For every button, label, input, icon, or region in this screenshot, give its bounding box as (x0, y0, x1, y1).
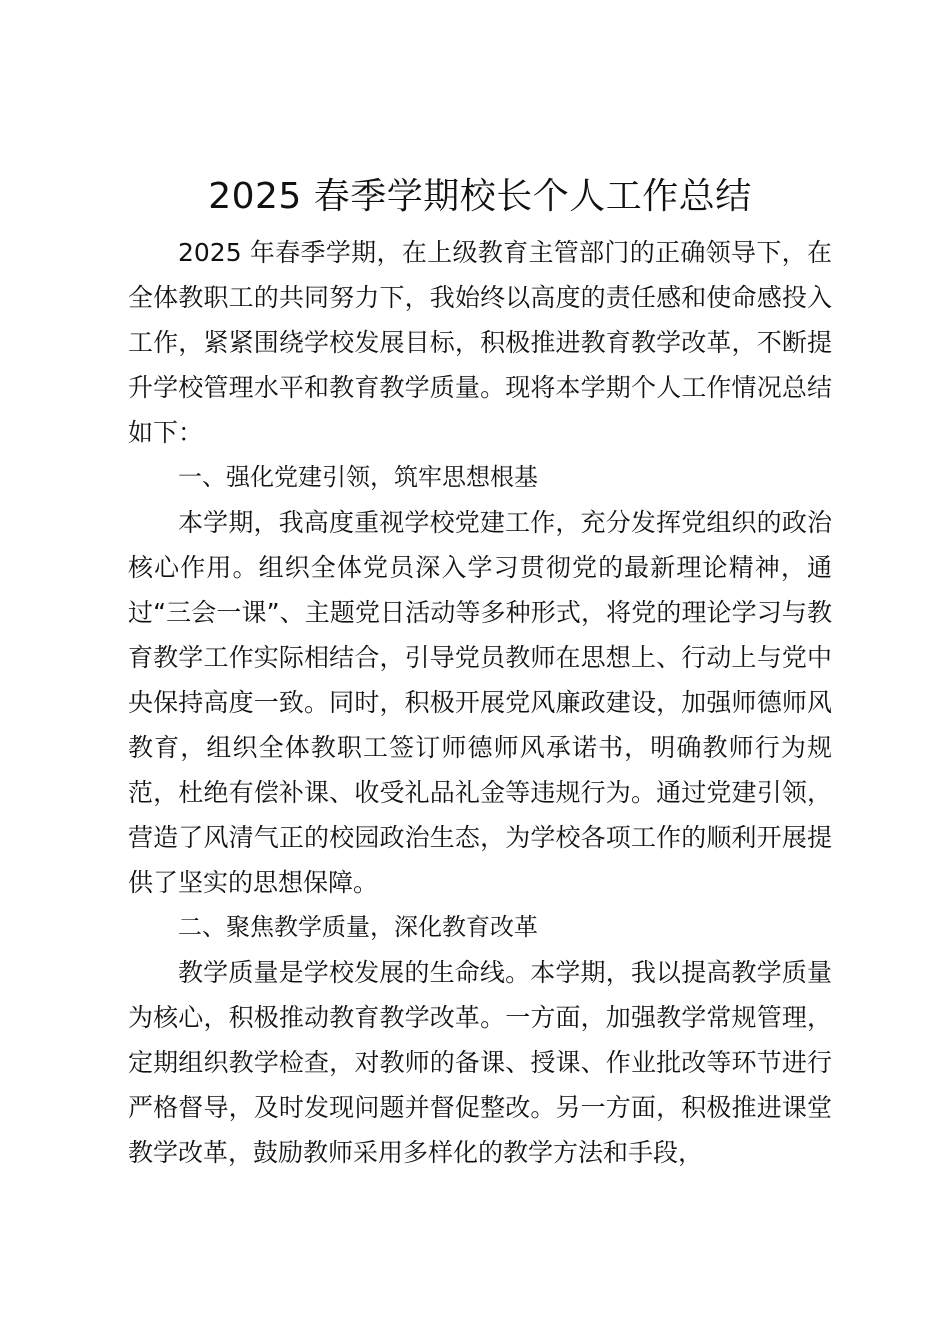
section-heading: 一、强化党建引领，筑牢思想根基 (178, 463, 538, 491)
document-title: 2025 春季学期校长个人工作总结 (208, 176, 752, 217)
section-paragraph: 本学期，我高度重视学校党建工作，充分发挥党组织的政治核心作用。组织全体党员深入学习贯彻党的最新理论精神，通过“三会一课”、主题党日活动等多种形式，将党的理论学习与教育教学工作实际相结合，引导党员教师在思想上、行动上与党中央保持高度一致。同时，积极开展党风廉政建设，加强师德师风教育，组织全体教职工签订师德师风承诺书，明确教师行为规范，杜绝有偿补课、收受礼品礼金等违规行为。通过党建引领，营造了风清气正的校园政治生态，为学校各项工作的顺利开展提供了坚实的思想保障。 (128, 508, 832, 897)
section-1 (128, 455, 832, 905)
intro-paragraph: 2025 年春季学期，在上级教育主管部门的正确领导下，在全体教职工的共同努力下，我始终以高度的责任感和使命感投入工作，紧紧围绕学校发展目标，积极推进教育教学改革，不断提升学校管理水平和教育教学质量。现将本学期个人工作情况总结如下： (128, 238, 832, 447)
section-paragraph: 教学质量是学校发展的生命线。本学期，我以提高教学质量为核心，积极推动教育教学改革。一方面，加强教学常规管理，定期组织教学检查，对教师的备课、授课、作业批改等环节进行严格督导，及时发现问题并督促整改。另一方面，积极推进课堂教学改革，鼓励教师采用多样化的教学方法和手段， (128, 958, 832, 1167)
section-heading: 二、聚焦教学质量，深化教育改革 (178, 913, 538, 941)
section-2 (128, 905, 832, 1175)
document-page (128, 170, 832, 1175)
